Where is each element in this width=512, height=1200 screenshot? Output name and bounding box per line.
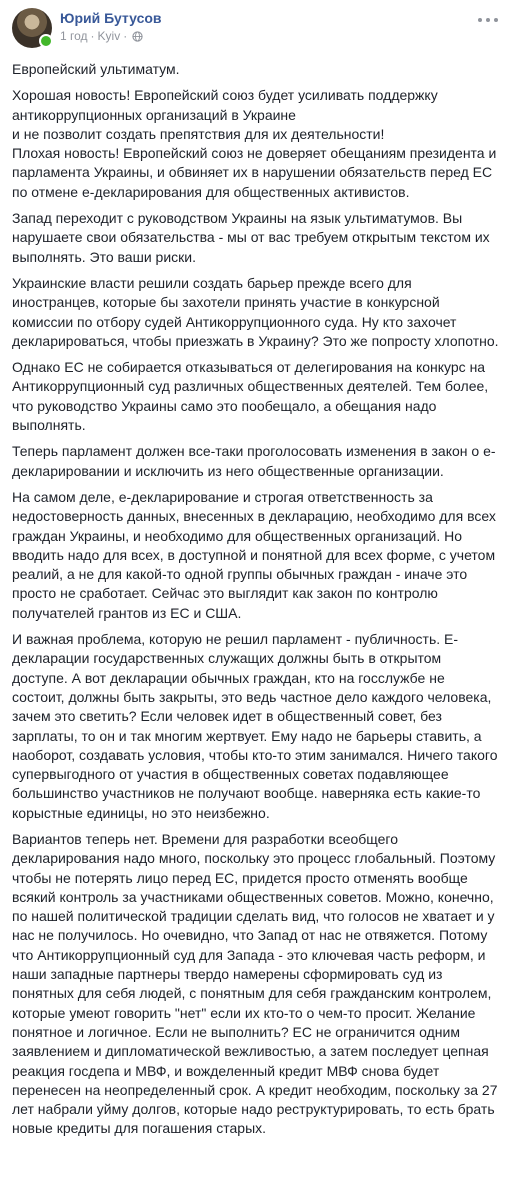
post-paragraph: Вариантов теперь нет. Времени для разработки всеобщего декларирования надо много, поскольку это процесс глобальный. Поэтому чтобы не потерять лицо перед ЕС, придется просто отменять вообще всякий контроль за участниками общественных советов. Можно, конечно, по нашей политической традиции сделать вид, что голосов не хватает и у нас не получилось. Но очевидно, что Запад от нас не отвяжется. Потому что Антикоррупционный суд для Запада - это ключевая часть реформ, и наши западные партнеры твердо намерены сформировать суд из понятных для себя людей, с понятным для себя гражданским контролем, которые умеют говорить "нет" если их кто-то о чем-то просит. Желание понятное и логичное. Если не выполнить? ЕС не ограничится одним заявлением и дипломатической вежливостью, а затем последует цепная реакция госдепа и МВФ, и вожделенный кредит МВФ снова будет перенесен на неопределенный срок. А кредит необходим, поскольку за 27 лет набрали уйму долгов, которые надо реструктурировать, то есть брать новые кредиты для погашения старых. bbox=[12, 830, 498, 1137]
globe-icon[interactable] bbox=[132, 31, 143, 42]
post-location[interactable]: Kyiv bbox=[97, 29, 121, 43]
more-options-icon[interactable] bbox=[478, 14, 498, 26]
separator-dot: · bbox=[123, 29, 128, 43]
post-paragraph: Теперь парламент должен все-таки проголосовать изменения в закон о е-декларировании и исключить из него общественные организации. bbox=[12, 443, 496, 479]
post-subline bbox=[60, 27, 162, 45]
post-paragraph: И важная проблема, которую не решил парламент - публичность. Е-декларации государственных служащих должны быть в открытом доступе. А вот декларации обычных граждан, кто на госслужбе не состоит, должны быть закрыты, это ведь частное дело каждого человека, зачем это светить? Если человек идет в общественный совет, без зарплаты, то он и так многим жертвует. Ему надо не барьеры ставить, а наоборот, создавать условия, чтобы кто-то этим занимался. Ничего такого супервыгодного от участия в общественных советах подавляющее большинство участников не получают вообще. наверняка есть какие-то корыстные единицы, но это неизбежно. bbox=[12, 631, 498, 821]
author-name[interactable]: Юрий Бутусов bbox=[60, 10, 162, 26]
post-paragraph: На самом деле, е-декларирование и строгая ответственность за недостоверность данных, внесенных в декларацию, необходимо для всех граждан Украины, и необходимо для общественных организаций. Но вводить надо для всех, в доступной и понятной для всех форме, с учетом реалий, а не для какой-то одной группы обычных граждан - иначе это просто не сработает. Сейчас это выглядит как закон по контролю получателей грантов из ЕС и США. bbox=[12, 488, 496, 621]
post-paragraph: Однако ЕС не собирается отказываться от делегирования на конкурс на Антикоррупционный суд различных общественных деятелей. Тем более, что руководство Украины само это пообещало, а обещания надо выполнять. bbox=[12, 359, 489, 434]
separator-dot: · bbox=[90, 29, 95, 43]
author-avatar-wrap[interactable] bbox=[12, 8, 52, 48]
post-time[interactable]: 1 год bbox=[60, 29, 88, 43]
post-header bbox=[12, 8, 500, 60]
post-paragraph: Европейский ультиматум. bbox=[12, 61, 180, 77]
post-paragraph: Запад переходит с руководством Украины на язык ультиматумов. Вы нарушаете свои обязательства - мы от вас требуем открытым текстом их выполнять. Это ваши риски. bbox=[12, 210, 490, 265]
post-meta bbox=[60, 8, 162, 45]
online-status-icon bbox=[39, 34, 53, 48]
post-paragraph: Украинские власти решили создать барьер прежде всего для иностранцев, которые бы захотели принять участие в конкурсной комиссии по отбору судей Антикоррупционного суда. Ну кто захочет декларироваться, чтобы приезжать в Украину? Это же попросту хлопотно. bbox=[12, 274, 499, 349]
post-body bbox=[12, 60, 500, 1139]
post-paragraph: Хорошая новость! Европейский союз будет усиливать поддержку антикоррупционных организаций в Украине и не позволит создать препятствия для их деятельности! Плохая новость! Европейский союз не доверяет обещаниям президента и парламента Украины, и обвиняет их в нарушении обязательств перед ЕС по отмене е-декларирования для общественных активистов. bbox=[12, 87, 497, 200]
